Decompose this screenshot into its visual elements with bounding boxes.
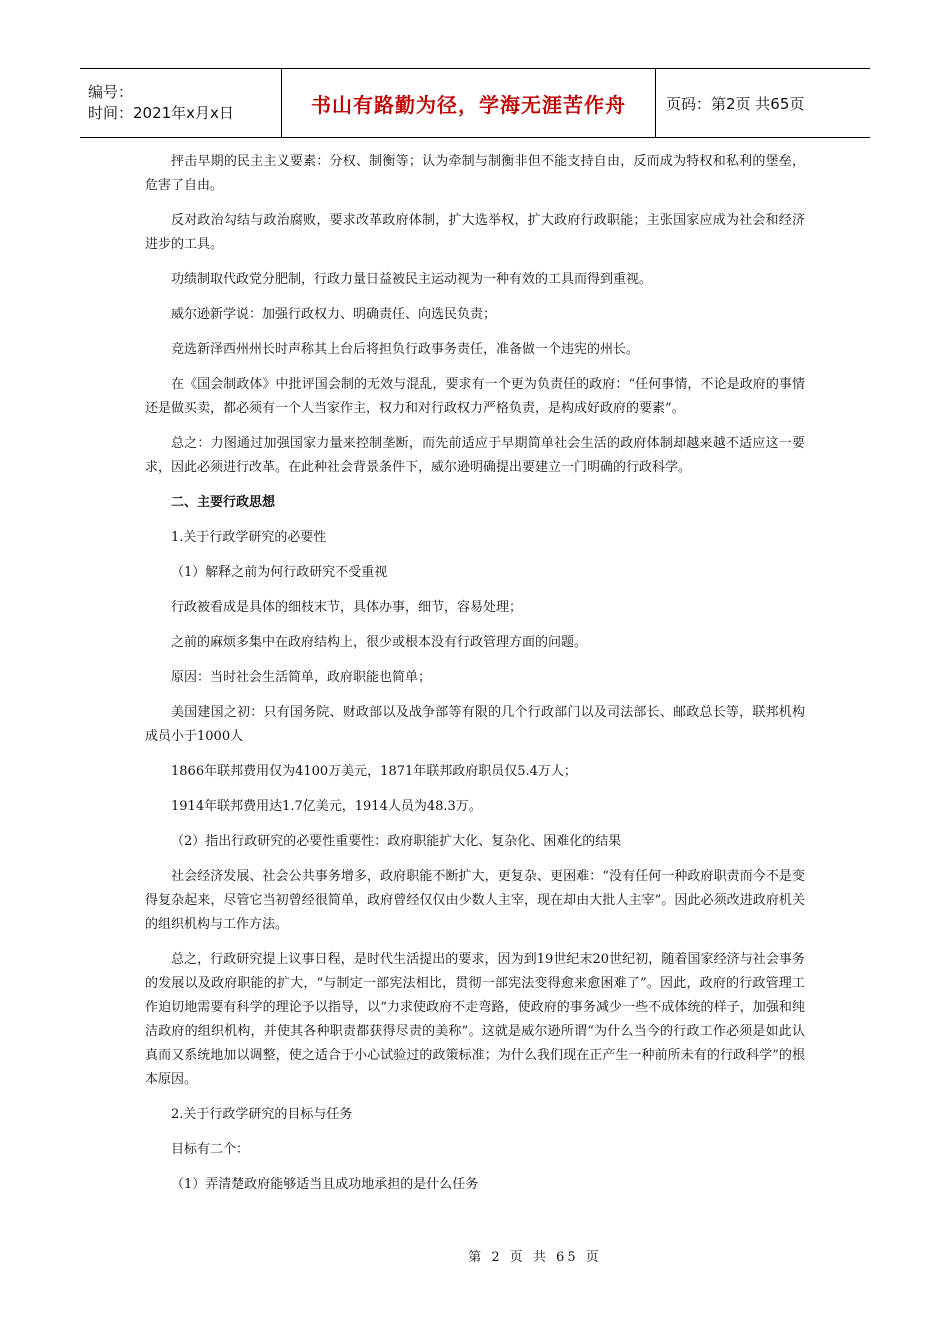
paragraph: 社会经济发展、社会公共事务增多，政府职能不断扩大，更复杂、更困难：“没有任何一种政府职责而今不是变得复杂起来，尽管它当初曾经很简单，政府曾经仅仅由少数人主宰，现在却由大批人主宰”。因此必须改进政府机关的组织机构与工作方法。 [145, 869, 805, 932]
paragraph: 美国建国之初：只有国务院、财政部以及战争部等有限的几个行政部门以及司法部长、邮政总长等，联邦机构成员小于1000人 [145, 705, 805, 744]
header-page-info: 页码：第2页 共65页 [666, 94, 805, 113]
paragraph: 之前的麻烦多集中在政府结构上，很少或根本没有行政管理方面的问题。 [171, 635, 588, 650]
header-motto: 书山有路勤为径，学海无涯苦作舟 [282, 69, 656, 137]
paragraph: 竞选新泽西州州长时声称其上台后将担负行政事务责任，准备做一个违宪的州长。 [171, 342, 640, 357]
paragraph: 1914年联邦费用达1.7亿美元，1914人员为48.3万。 [171, 799, 482, 814]
subsection-heading: 1.关于行政学研究的必要性 [171, 530, 327, 545]
paragraph: 总之：力图通过加强国家力量来控制垄断，而先前适应于早期简单社会生活的政府体制却越来越不适应这一要求，因此必须进行改革。在此种社会背景条件下，威尔逊明确提出要建立一门明确的行政科学。 [145, 436, 805, 475]
paragraph: 1866年联邦费用仅为4100万美元，1871年联邦政府职员仅5.4万人； [171, 764, 577, 779]
paragraph: 总之，行政研究提上议事日程，是时代生活提出的要求，因为到19世纪末20世纪初，随着国家经济与社会事务的发展以及政府职能的扩大，“与制定一部宪法相比，贯彻一部宪法变得愈来愈困难了”。因此，政府的行政管理工作迫切地需要有科学的理论予以指导，以“力求使政府不走弯路，使政府的事务减少一些不成体统的样子，加强和纯洁政府的组织机构，并使其各种职责都获得尽责的美称”。这就是威尔逊所谓“为什么当今的行政工作必须是如此认真而又系统地加以调整，使之适合于小心试验过的政策标准；为什么我们现在正产生一种前所未有的行政科学”的根本原因。 [145, 952, 805, 1087]
header-meta [80, 69, 282, 137]
paragraph: 功绩制取代政党分肥制，行政力量日益被民主运动视为一种有效的工具而得到重视。 [171, 272, 653, 287]
section-heading: 二、主要行政思想 [171, 495, 276, 510]
paragraph: （2）指出行政研究的必要性重要性：政府职能扩大化、复杂化、困难化的结果 [171, 834, 622, 849]
paragraph: 原因：当时社会生活简单，政府职能也简单； [171, 670, 432, 685]
document-body [145, 150, 805, 1208]
paragraph: 行政被看成是具体的细枝末节，具体办事，细节，容易处理； [171, 600, 523, 615]
page-footer: 第 2 页 共 65 页 [468, 1250, 602, 1265]
paragraph: 抨击早期的民主主义要素：分权、制衡等；认为牵制与制衡非但不能支持自由，反而成为特权和私利的堡垒，危害了自由。 [145, 154, 805, 193]
document-id-label: 编号： [88, 83, 134, 101]
page-header [80, 68, 870, 138]
subsection-heading: 2.关于行政学研究的目标与任务 [171, 1107, 353, 1122]
paragraph: 反对政治勾结与政治腐败，要求改革政府体制，扩大选举权，扩大政府行政职能；主张国家应成为社会和经济进步的工具。 [145, 213, 805, 252]
paragraph: 在《国会制政体》中批评国会制的无效与混乱，要求有一个更为负责任的政府：“任何事情，不论是政府的事情还是做买卖，都必须有一个人当家作主，权力和对行政权力严格负责，是构成好政府的要素”。 [145, 377, 805, 416]
paragraph: （1）弄清楚政府能够适当且成功地承担的是什么任务 [171, 1177, 479, 1192]
paragraph: （1）解释之前为何行政研究不受重视 [171, 565, 388, 580]
paragraph: 威尔逊新学说：加强行政权力、明确责任、向选民负责； [171, 307, 497, 322]
paragraph: 目标有二个： [171, 1142, 250, 1157]
document-date: 时间：2021年x月x日 [88, 104, 234, 122]
